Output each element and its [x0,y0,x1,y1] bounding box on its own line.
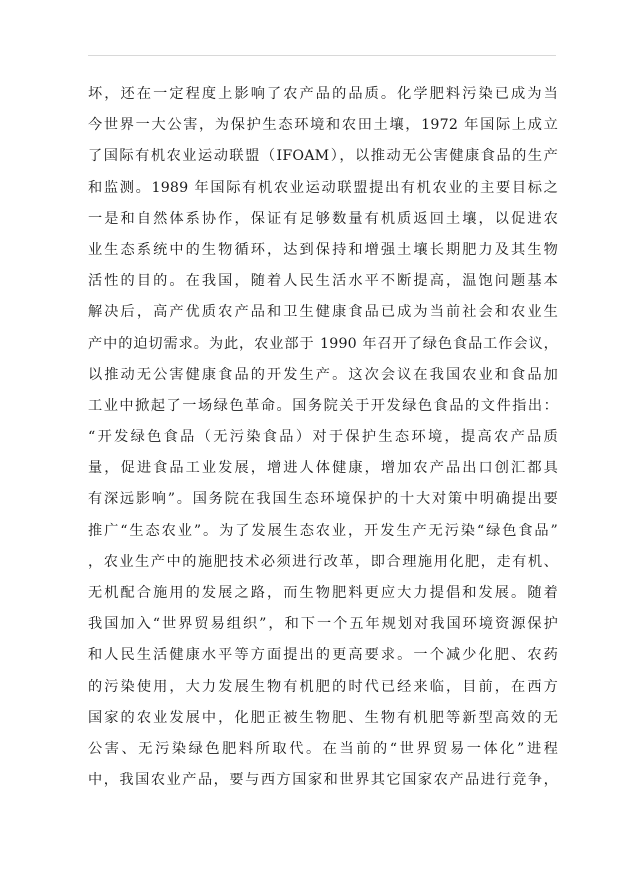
text-line: 国家的农业发展中，化肥正被生物肥、生物有机肥等新型高效的无 [88,709,558,726]
text-line: 坏，还在一定程度上影响了农产品的品质。化学肥料污染已成为当 [88,86,558,102]
text-line: 和人民生活健康水平等方面提出的更高要求。一个减少化肥、农药 [88,647,558,664]
text-line: 以推动无公害健康食品的开发生产。这次会议在我国农业和食品加 [88,366,558,383]
text-line: 的污染使用，大力发展生物有机肥的时代已经来临，目前，在西方 [88,678,558,695]
text-line: 推广“生态农业”。为了发展生态农业，开发生产无污染“绿色食品” [88,522,558,539]
body-text [88,79,558,796]
text-line: ，农业生产中的施肥技术必须进行改革，即合理施用化肥，走有机、 [88,553,558,570]
text-line: 活性的目的。在我国，随着人民生活水平不断提高，温饱问题基本 [88,273,558,290]
text-line: “开发绿色食品（无污染食品）对于保护生态环境，提高农产品质 [88,429,558,446]
text-line: 解决后，高产优质农产品和卫生健康食品已成为当前社会和农业生 [88,304,558,321]
text-line: 有深远影响”。国务院在我国生态环境保护的十大对策中明确提出要 [88,491,558,508]
header-rule [88,55,556,56]
text-line: 公害、无污染绿色肥料所取代。在当前的“世界贸易一体化”进程 [88,740,558,757]
text-line: 和监测。1989 年国际有机农业运动联盟提出有机农业的主要目标之 [88,179,558,196]
text-line: 业生态系统中的生物循环，达到保持和增强土壤长期肥力及其生物 [88,241,558,258]
text-line: 无机配合施用的发展之路，而生物肥料更应大力提倡和发展。随着 [88,585,558,601]
text-line: 量，促进食品工业发展，增进人体健康，增加农产品出口创汇都具 [88,460,558,477]
text-line: 工业中掀起了一场绿色革命。国务院关于开发绿色食品的文件指出： [88,397,558,414]
text-line: 产中的迫切需求。为此，农业部于 1990 年召开了绿色食品工作会议， [88,335,558,352]
text-line: 我国加入“世界贸易组织”，和下一个五年规划对我国环境资源保护 [88,616,558,633]
text-line: 今世界一大公害，为保护生态环境和农田土壤，1972 年国际上成立 [88,117,558,134]
text-line: 中，我国农业产品，要与西方国家和世界其它国家农产品进行竞争， [88,772,558,789]
text-line: 了国际有机农业运动联盟（IFOAM），以推动无公害健康食品的生产 [88,148,558,165]
text-line: 一是和自然体系协作，保证有足够数量有机质返回土壤，以促进农 [88,210,558,227]
